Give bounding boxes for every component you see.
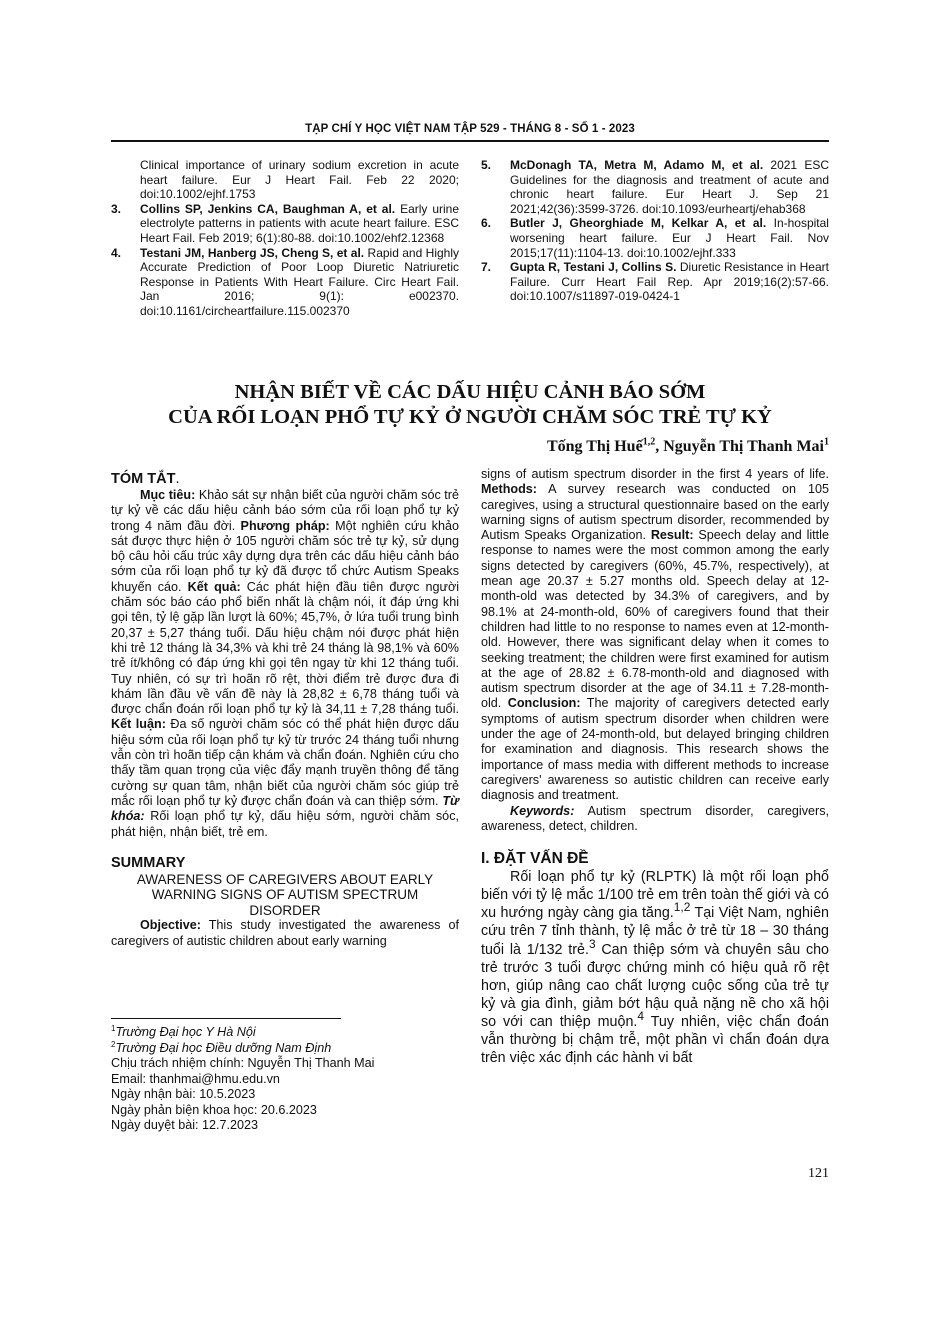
text-conclusion: Đa số người chăm sóc có thể phát hiện được dấu hiệu sớm của rối loạn phổ tự kỷ từ trước 24 tháng tuổi nhưng vẫn còn trì hoãn tiếp cận khám và chẩn đoán. Nghiên cứu cho thấy tầm quan trọng của việc đẩy mạnh truyền thông để tăng cường sự quan tâm, nhận biết của người chăm sóc giúp trẻ mắc rối loạn phổ tự kỷ được chẩn đoán và can thiệp sớm. [111,717,460,808]
label-conclusion-en: Conclusion: [507,696,581,711]
date-reviewed: Ngày phản biện khoa học: 20.6.2023 [111,1102,317,1117]
reference-text: Rapid and Highly Accurate Prediction of Poor Loop Diuretic Natriuretic Response in Patients With Heart Failure. Circ Heart Fail. Jan 2016; 9(1): e002370. doi:10.1161/circheartfailure.115.002370 [140,245,460,318]
vn-abstract-heading [111,470,459,488]
reference-text: In-hospital worsening heart failure. Eur J Heart Fail. Nov 2015;17(11):1104-13. doi:10.1002/ejhf.333 [510,216,829,260]
en-abstract-heading: SUMMARY [111,854,186,871]
reference-authors: Gupta R, Testani J, Collins S. [510,260,677,275]
label-keywords-en: Keywords: [510,803,575,818]
reference-item [111,158,459,202]
reference-authors: McDonagh TA, Metra M, Adamo M, et al. [510,158,764,172]
intro-heading: I. ĐẶT VẤN ĐỀ [481,850,589,868]
affiliation-2 [111,1041,459,1057]
intro-paragraph [481,868,829,1067]
author-affil-sup: 1,2 [642,436,656,448]
affil-sup: 1 [111,1023,116,1033]
intro-text: Tuy nhiên, việc chẩn đoán vẫn thường bị chậm trễ, một phần vì chẩn đoán dựa trên việc xác định các hành vi bất [481,1013,829,1067]
reference-number: 3. [111,201,122,216]
intro-text: Tại Việt Nam, nghiên cứu trên 7 tỉnh thành, tỷ lệ mắc ở trẻ từ 18 – 30 tháng tuổi là 1/132 trẻ. [481,905,829,958]
reference-item [481,260,829,304]
affiliations [111,1025,459,1134]
vn-abstract-heading-dot: . [175,471,180,487]
label-result: Kết quả: [187,579,241,594]
vn-abstract-body [111,488,459,840]
label-objective: Mục tiêu: [140,488,196,502]
en-abstract-body-cont [481,467,829,804]
reference-text: 2021 ESC Guidelines for the diagnosis and treatment of acute and chronic heart failure. Eur Heart J. Sep 21 2021;42(36):3599-3726. doi:10.1093/eurheartj/ehab368 [510,158,829,216]
reference-item [481,216,829,260]
affil-sup: 2 [111,1039,116,1049]
text-conclusion-en: The majority of caregivers detected early symptoms of autism spectrum disorder when children were under the age of 24-month-old, but delayed bringing children for examination and diagnosis. This research shows the importance of mass media with different methods to increase caregivers' awareness so autistic children can receive early diagnosis and treatment. [481,696,829,803]
en-abstract-body-start [111,918,459,949]
header-rule [111,140,829,142]
text-result-en: Speech delay and little response to names were the most common among the early signs detected by caregivers (60%, 45.7%, respectively), at mean age 20.37 ± 5.27 months old. Speech delay at 12-month-old was detected by 34.3% of caregivers, and by 98.1% at 24-month-old, 60% of caregivers found that their children had little to no response to names even at 12-month-old. However, there was significant delay when it comes to seeking treatment; the children were first examined for autism at the age of 28.82 ± 6.78-month-old and diagnosed with autism spectrum disorder at the age of 34.11 ± 7.28-month-old. [481,528,829,711]
affil-name: Trường Đại học Y Hà Nội [115,1025,256,1039]
author-name: Tống Thị Huế [546,438,643,455]
date-received: Ngày nhận bài: 10.5.2023 [111,1087,256,1101]
reference-text: Early urine electrolyte patterns in patients with acute heart failure. ESC Heart Fail. Feb 2019; 6(1):80-88. doi:10.1002/ehf2.12368 [140,201,460,245]
citation-sup: 1,2 [673,900,691,915]
en-keywords [481,804,829,835]
author-separator: , [655,438,664,455]
label-conclusion: Kết luận: [111,717,166,732]
label-method-en: Methods: [481,482,537,497]
footnote-rule [111,1018,341,1019]
intro-text: Can thiệp sớm và chuyên sâu cho trẻ trước 3 tuổi được chứng minh có hiệu quả rõ rệt hơn, giúp nâng cao chất lượng cuộc sống của trẻ tự kỷ và gia đình, giảm bớt hậu quả nặng nề cho xã hội so với can thiệp muộn. [481,941,829,1030]
text-objective-en-cont: signs of autism spectrum disorder in the first 4 years of life. [481,467,829,481]
label-method: Phương pháp: [240,518,330,533]
date-accepted: Ngày duyệt bài: 12.7.2023 [111,1118,259,1132]
author-list [400,438,829,456]
vn-abstract-heading-text: TÓM TẮT [111,471,176,487]
article-title [111,380,829,430]
journal-header: TẠP CHÍ Y HỌC VIỆT NAM TẬP 529 - THÁNG 8 - SỐ 1 - 2023 [305,123,635,135]
article-title-line: NHẬN BIẾT VỀ CÁC DẤU HIỆU CẢNH BÁO SỚM [234,381,706,403]
email: Email: thanhmai@hmu.edu.vn [111,1071,280,1086]
intro-text: Rối loạn phổ tự kỷ (RLPTK) là một rối loạn phổ biến với tỷ lệ mắc 1/100 trẻ em trên toàn thế giới và có xu hướng ngày càng gia tăng. [481,869,829,922]
reference-number: 6. [481,216,492,231]
text-result: Các phát hiện đầu tiên được người chăm sóc báo cáo phổ biến nhất là chậm nói, ít đáp ứng khi gọi tên, tỷ lệ gặp lần lượt là 60%; 45,7%, ở lứa tuổi trung bình 20,37 ± 5,27 tháng tuổi. Dấu hiệu chậm nói được phát hiện khi trẻ 12 tháng là 34,3% và khi trẻ 24 tháng là 98,1% và 60% trẻ ít/không có đáp ứng khi gọi tên ngay từ khi 12 tháng tuổi. Tuy nhiên, có sự trì hoãn rõ rệt, thời điểm trẻ được đưa đi khám lần đầu về vấn đề này là 28,82 ± 6,78 tháng tuổi và được chẩn đoán rối loạn phổ tự kỷ là 34,11 ± 7,28 tháng tuổi. [111,579,459,717]
reference-item [481,158,829,216]
reference-text: Clinical importance of urinary sodium excretion in acute heart failure. Eur J Heart Fail. Feb 22 2020; doi:10.1002/ejhf.1753 [140,158,459,202]
reference-item [111,202,459,246]
reference-number: 5. [481,158,492,172]
left-column [111,470,459,949]
references-left [111,158,459,319]
text-objective-en: This study investigated the awareness of caregivers of autistic children about early warning [111,918,459,948]
reference-authors: Collins SP, Jenkins CA, Baughman A, et al. [140,201,396,216]
text-objective: Khảo sát sự nhận biết của người chăm sóc trẻ tự kỷ về các dấu hiệu cảnh báo sớm của rối loạn phổ tự kỷ trong 4 năm đầu đời. [111,488,459,533]
citation-sup: 4 [637,1009,645,1024]
en-abstract-title: AWARENESS OF CAREGIVERS ABOUT EARLY WARNING SIGNS OF AUTISM SPECTRUM DISORDER [136,871,434,918]
text-method-en: A survey research was conducted on 105 caregives, using a structural questionnaire based on the early warning signs of autism spectrum disorder, recommended by Autism Speaks Organization. [481,482,829,543]
author-affil-sup: 1 [824,436,829,448]
references-right [481,158,829,304]
reference-text: Diuretic Resistance in Heart Failure. Curr Heart Fail Rep. Apr 2019;16(2):57-66. doi:10.1007/s11897-019-0424-1 [510,260,829,304]
reference-item [111,246,459,319]
affiliation-1 [111,1025,459,1041]
right-column [481,467,829,1067]
author-name: Nguyễn Thị Thanh Mai [663,438,824,455]
reference-authors: Butler J, Gheorghiade M, Kelkar A, et al. [510,216,767,231]
reference-number: 7. [481,260,492,275]
text-keywords-en: Autism spectrum disorder, caregivers, awareness, detect, children. [481,803,829,833]
text-method: Một nghiên cứu khảo sát được thực hiện ở 105 người chăm sóc trẻ tự kỷ, sử dụng bộ câu hỏi cấu trúc xây dựng dựa trên các dấu hiệu cảnh báo sớm của rối loạn phổ tự kỷ đã được tổ chức Autism Speaks khuyến cáo. [111,518,459,594]
reference-authors: Testani JM, Hanberg JS, Cheng S, et al. [140,245,365,260]
label-objective-en: Objective: [140,918,201,933]
label-result-en: Result: [650,528,694,543]
affil-name: Trường Đại học Điều dưỡng Nam Định [115,1040,332,1055]
page-number: 121 [808,1166,829,1181]
citation-sup: 3 [588,936,596,951]
reference-number: 4. [111,245,122,260]
article-title-line: CỦA RỐI LOẠN PHỔ TỰ KỶ Ở NGƯỜI CHĂM SÓC TRẺ TỰ KỶ [168,406,772,428]
label-keywords: Từ khóa: [111,793,459,824]
corresponding-author: Chịu trách nhiệm chính: Nguyễn Thị Thanh Mai [111,1056,375,1070]
text-keywords: Rối loạn phổ tự kỷ, dấu hiệu sớm, người chăm sóc, phát hiện, nhận biết, trẻ em. [111,809,459,839]
